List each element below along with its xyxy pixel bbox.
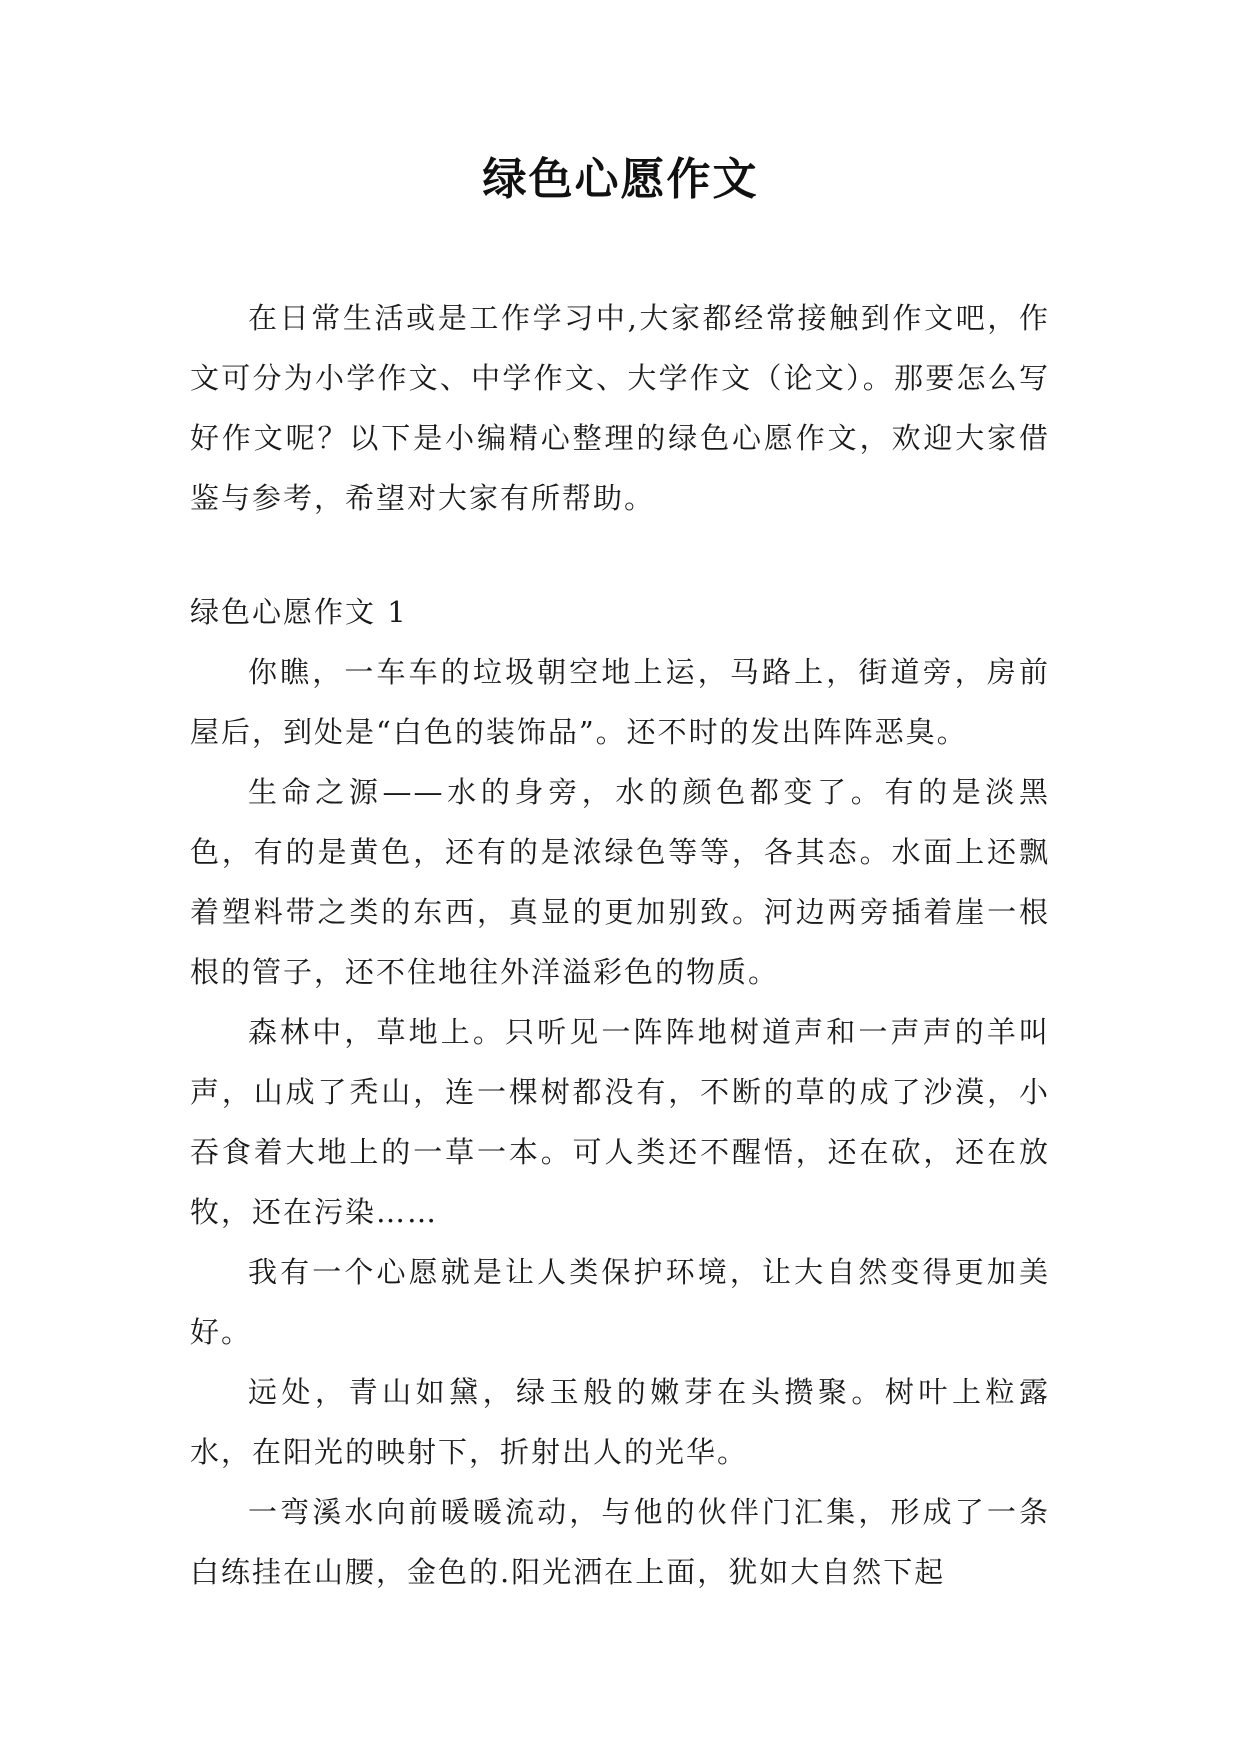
intro-paragraph: 在日常生活或是工作学习中,大家都经常接触到作文吧，作文可分为小学作文、中学作文、大学作文（论文）。那要怎么写好作文呢？以下是小编精心整理的绿色心愿作文，欢迎大家借鉴与参考，希望对大家有所帮助。 bbox=[190, 301, 1050, 515]
document-title: 绿色心愿作文 bbox=[482, 154, 759, 205]
essay-section bbox=[190, 582, 1050, 1602]
essay-paragraph-1: 你瞧，一车车的垃圾朝空地上运，马路上，街道旁，房前屋后，到处是“白色的装饰品”。还不时的发出阵阵恶臭。 bbox=[190, 655, 1050, 749]
essay-paragraph-6: 一弯溪水向前暖暖流动，与他的伙伴门汇集，形成了一条白练挂在山腰，金色的.阳光洒在上面，犹如大自然下起 bbox=[190, 1495, 1050, 1589]
essay-heading: 绿色心愿作文 1 bbox=[190, 595, 408, 629]
intro-section bbox=[190, 288, 1050, 528]
essay-paragraph-3: 森林中，草地上。只听见一阵阵地树道声和一声声的羊叫声，山成了秃山，连一棵树都没有，不断的草的成了沙漠，小吞食着大地上的一草一本。可人类还不醒悟，还在砍，还在放牧，还在污染…… bbox=[190, 1015, 1050, 1229]
essay-paragraph-5: 远处，青山如黛，绿玉般的嫩芽在头攒聚。树叶上粒露水，在阳光的映射下，折射出人的光华。 bbox=[190, 1375, 1050, 1469]
essay-paragraph-4: 我有一个心愿就是让人类保护环境，让大自然变得更加美好。 bbox=[190, 1255, 1050, 1349]
essay-paragraph-2: 生命之源——水的身旁，水的颜色都变了。有的是淡黑色，有的是黄色，还有的是浓绿色等等，各其态。水面上还飘着塑料带之类的东西，真显的更加别致。河边两旁插着崖一根根的管子，还不住地往外洋溢彩色的物质。 bbox=[190, 775, 1050, 989]
